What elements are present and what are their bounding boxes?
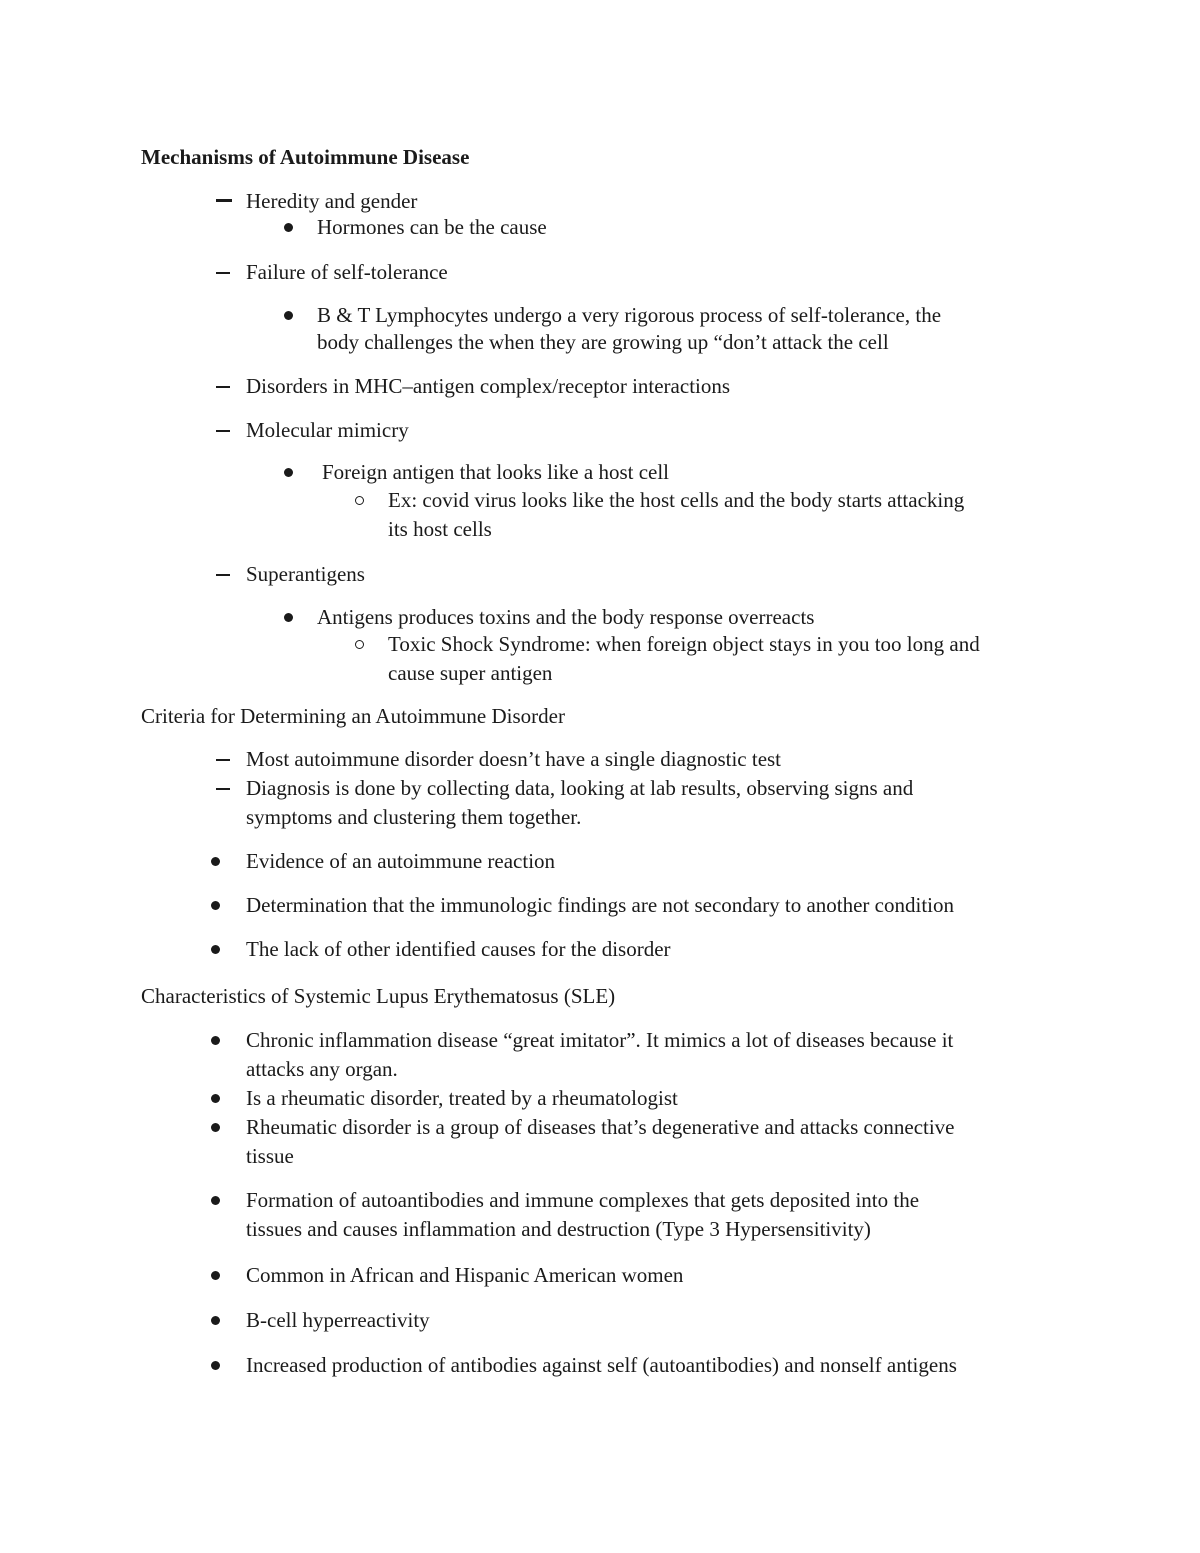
list-item-mimicry: Molecular mimicry — [246, 418, 409, 442]
list-item-determination: Determination that the immunologic findings are not secondary to another condition — [246, 893, 954, 917]
round-bullet — [284, 468, 293, 477]
round-bullet — [211, 945, 220, 954]
round-bullet — [211, 1361, 220, 1370]
list-item-mhc: Disorders in MHC–antigen complex/receptor interactions — [246, 374, 731, 398]
round-bullet — [211, 1123, 220, 1132]
list-item-chronic-cont: attacks any organ. — [246, 1057, 398, 1081]
list-item-formation-cont: tissues and causes inflammation and destruction (Type 3 Hypersensitivity) — [246, 1217, 871, 1241]
document-title: Mechanisms of Autoimmune Disease — [141, 145, 470, 169]
round-bullet — [211, 1094, 220, 1103]
list-item-lymphocytes-cont: body challenges the when they are growing up “don’t attack the cell — [317, 330, 889, 354]
round-bullet — [284, 311, 293, 320]
list-item-toxins: Antigens produces toxins and the body response overreacts — [317, 605, 815, 629]
circle-bullet — [355, 496, 364, 505]
list-item-formation: Formation of autoantibodies and immune complexes that gets deposited into the — [246, 1188, 920, 1212]
list-item-covid: Ex: covid virus looks like the host cells and the body starts attacking — [388, 488, 965, 512]
list-item-diagnosis: Diagnosis is done by collecting data, looking at lab results, observing signs and — [246, 776, 914, 800]
dash-bullet — [216, 788, 230, 790]
list-item-self-tolerance: Failure of self-tolerance — [246, 260, 448, 284]
list-item-rheumatic-group-cont: tissue — [246, 1144, 294, 1168]
list-item-rheumatic: Is a rheumatic disorder, treated by a rheumatologist — [246, 1086, 678, 1110]
list-item-tss: Toxic Shock Syndrome: when foreign object stays in you too long and — [388, 632, 980, 656]
circle-bullet — [355, 640, 364, 649]
list-item-chronic: Chronic inflammation disease “great imitator”. It mimics a lot of diseases because it — [246, 1028, 954, 1052]
list-item-no-test: Most autoimmune disorder doesn’t have a single diagnostic test — [246, 747, 782, 771]
list-item-evidence: Evidence of an autoimmune reaction — [246, 849, 556, 873]
list-item-tss-cont: cause super antigen — [388, 661, 553, 685]
list-item-rheumatic-group: Rheumatic disorder is a group of diseases that’s degenerative and attacks connective — [246, 1115, 955, 1139]
list-item-lymphocytes: B & T Lymphocytes undergo a very rigorous process of self-tolerance, the — [317, 303, 942, 327]
list-item-common: Common in African and Hispanic American women — [246, 1263, 684, 1287]
dash-bullet — [216, 430, 230, 432]
section-heading-criteria: Criteria for Determining an Autoimmune Disorder — [141, 704, 565, 728]
list-item-lack: The lack of other identified causes for the disorder — [246, 937, 671, 961]
list-item-hormones: Hormones can be the cause — [317, 215, 547, 239]
list-item-heredity: Heredity and gender — [246, 189, 418, 213]
round-bullet — [284, 613, 293, 622]
round-bullet — [211, 1036, 220, 1045]
list-item-foreign-antigen: Foreign antigen that looks like a host cell — [322, 460, 670, 484]
section-heading-sle: Characteristics of Systemic Lupus Erythematosus (SLE) — [141, 984, 616, 1008]
list-item-covid-cont: its host cells — [388, 517, 492, 541]
round-bullet — [211, 1316, 220, 1325]
round-bullet — [211, 901, 220, 910]
round-bullet — [211, 1271, 220, 1280]
dash-bullet — [216, 199, 232, 202]
dash-bullet — [216, 272, 230, 274]
dash-bullet — [216, 386, 230, 388]
list-item-increased: Increased production of antibodies against self (autoantibodies) and nonself antigens — [246, 1353, 957, 1377]
round-bullet — [211, 1196, 220, 1205]
dash-bullet — [216, 574, 230, 576]
list-item-bcell: B-cell hyperreactivity — [246, 1308, 430, 1332]
round-bullet — [284, 223, 293, 232]
dash-bullet — [216, 759, 230, 761]
list-item-diagnosis-cont: symptoms and clustering them together. — [246, 805, 582, 829]
round-bullet — [211, 857, 220, 866]
list-item-superantigens: Superantigens — [246, 562, 365, 586]
